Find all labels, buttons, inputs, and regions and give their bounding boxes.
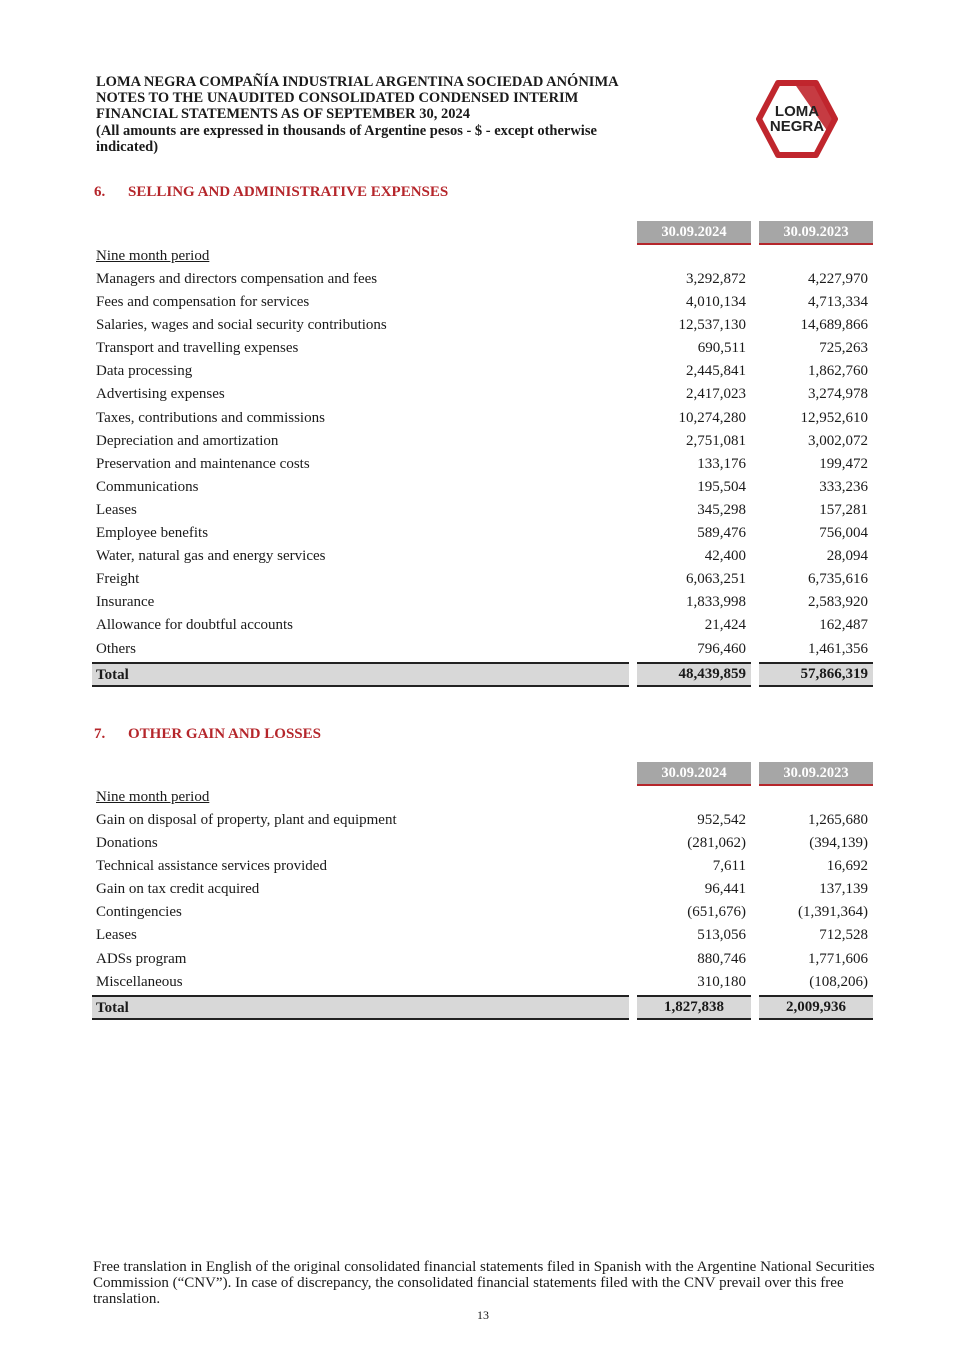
row-label: Others — [96, 640, 136, 657]
page-number: 13 — [477, 1308, 489, 1322]
value-2023: (1,391,364) — [798, 904, 868, 921]
table-row — [92, 407, 873, 430]
value-2024: 4,010,134 — [686, 294, 746, 311]
value-2023: 1,265,680 — [808, 812, 868, 828]
section-6-number: 6. — [94, 184, 106, 200]
row-label: Donations — [96, 835, 158, 852]
table-body — [92, 268, 873, 661]
value-2023: 2,583,920 — [808, 594, 868, 611]
total-2023: 2,009,936 — [786, 998, 846, 1015]
column-header-2023: 30.09.2023 — [759, 762, 873, 786]
column-header-2024: 30.09.2024 — [637, 221, 751, 245]
table-row — [92, 809, 873, 832]
value-2023: 1,461,356 — [808, 640, 868, 657]
logo-text-line1: LOMA — [774, 103, 820, 120]
value-2024: 133,176 — [697, 455, 746, 472]
row-label: Salaries, wages and social security contributions — [96, 317, 387, 334]
value-2023: 4,713,334 — [808, 294, 868, 311]
total-2024: 1,827,838 — [664, 998, 724, 1015]
row-label: Communications — [96, 478, 199, 495]
table-row — [92, 545, 873, 568]
value-2024: 10,274,280 — [678, 409, 746, 426]
value-2023: 3,002,072 — [808, 432, 868, 449]
section-7-heading: OTHER GAIN AND LOSSES — [128, 726, 321, 742]
selling-admin-expenses-table — [92, 221, 873, 685]
value-2023: 157,281 — [819, 501, 868, 518]
value-2024: 195,504 — [697, 478, 746, 495]
value-2024: 7,611 — [712, 858, 746, 875]
table-row — [92, 638, 873, 661]
value-2023: 16,692 — [826, 858, 868, 875]
value-2023: 199,472 — [819, 455, 868, 472]
row-label: Data processing — [96, 363, 193, 380]
value-2023: 12,952,610 — [800, 409, 868, 426]
value-2024: 690,511 — [697, 340, 746, 357]
header-amounts-note: (All amounts are expressed in thousands of Argentine pesos - $ - except otherwise — [96, 122, 597, 139]
value-2024: 12,537,130 — [678, 317, 746, 334]
row-label: Gain on disposal of property, plant and equipment — [96, 812, 397, 828]
value-2023: 725,263 — [819, 340, 868, 357]
table-row — [92, 832, 873, 855]
row-label: Employee benefits — [96, 525, 209, 542]
table-row — [92, 291, 873, 314]
column-header-2024: 30.09.2024 — [637, 762, 751, 786]
row-label: Technical assistance services provided — [96, 858, 327, 875]
period-subheading: Nine month period — [96, 248, 210, 264]
table-row — [92, 383, 873, 406]
row-label: ADSs program — [96, 950, 187, 967]
table-row — [92, 499, 873, 522]
row-label: Taxes, contributions and commissions — [96, 409, 325, 426]
table-row — [92, 337, 873, 360]
value-2023: 28,094 — [826, 548, 868, 565]
row-label: Leases — [96, 501, 137, 518]
value-2023: (108,206) — [809, 973, 868, 990]
value-2023: 6,735,616 — [808, 571, 868, 588]
table-row — [92, 591, 873, 614]
value-2024: 345,298 — [697, 501, 746, 518]
value-2024: 1,833,998 — [686, 594, 746, 611]
total-2023: 57,866,319 — [800, 665, 868, 682]
value-2023: 14,689,866 — [800, 317, 868, 334]
table-row — [92, 430, 873, 453]
value-2024: 952,542 — [697, 812, 746, 828]
row-label: Water, natural gas and energy services — [96, 548, 326, 565]
header-notes-line: NOTES TO THE UNAUDITED CONSOLIDATED CONDENSED INTERIM — [96, 90, 579, 107]
table-row — [92, 878, 873, 901]
table-row — [92, 855, 873, 878]
row-label: Miscellaneous — [96, 973, 183, 990]
table-row — [92, 268, 873, 291]
column-header-2023: 30.09.2023 — [759, 221, 873, 245]
section-6-heading: SELLING AND ADMINISTRATIVE EXPENSES — [128, 184, 449, 200]
value-2023: 3,274,978 — [808, 386, 868, 403]
total-row — [92, 662, 873, 685]
value-2024: 589,476 — [697, 525, 746, 542]
row-label: Allowance for doubtful accounts — [96, 617, 294, 634]
value-2024: (651,676) — [687, 904, 746, 921]
total-label: Total — [96, 999, 129, 1016]
row-label: Depreciation and amortization — [96, 432, 279, 449]
table-row — [92, 924, 873, 947]
row-label: Contingencies — [96, 904, 182, 921]
value-2023: 333,236 — [819, 478, 868, 495]
table-row — [92, 614, 873, 637]
table-row — [92, 901, 873, 924]
section-6-title — [94, 184, 448, 201]
logo-text-line2: NEGRA — [769, 118, 825, 135]
row-label: Transport and travelling expenses — [96, 340, 299, 357]
value-2024: 310,180 — [697, 973, 746, 990]
row-label: Managers and directors compensation and fees — [96, 271, 378, 287]
column-headers — [92, 221, 873, 245]
table-row — [92, 522, 873, 545]
value-2023: 756,004 — [819, 525, 868, 542]
total-label: Total — [96, 666, 129, 683]
value-2024: 96,441 — [704, 881, 746, 898]
header-amounts-note-cont: indicated) — [96, 138, 159, 155]
value-2024: 2,445,841 — [686, 363, 746, 380]
period-subheading: Nine month period — [96, 789, 210, 805]
total-2024: 48,439,859 — [678, 665, 746, 682]
section-7-title — [94, 726, 321, 743]
header-statements-line: FINANCIAL STATEMENTS AS OF SEPTEMBER 30, 2024 — [96, 106, 470, 123]
value-2023: 137,139 — [819, 881, 868, 898]
table-row — [92, 568, 873, 591]
table-body — [92, 809, 873, 994]
value-2024: 2,417,023 — [686, 386, 746, 403]
row-label: Leases — [96, 927, 137, 944]
value-2023: (394,139) — [809, 835, 868, 852]
table-row — [92, 476, 873, 499]
table-row — [92, 971, 873, 994]
other-gain-losses-table — [92, 762, 873, 1018]
value-2024: 21,424 — [704, 617, 746, 634]
value-2024: (281,062) — [687, 835, 746, 852]
value-2024: 42,400 — [704, 548, 746, 565]
row-label: Fees and compensation for services — [96, 294, 310, 311]
value-2024: 880,746 — [697, 950, 746, 967]
value-2023: 162,487 — [819, 617, 868, 634]
company-name: LOMA NEGRA COMPAÑÍA INDUSTRIAL ARGENTINA SOCIEDAD ANÓNIMA — [96, 74, 619, 90]
value-2024: 6,063,251 — [686, 571, 746, 588]
row-label: Advertising expenses — [96, 386, 225, 403]
row-label: Gain on tax credit acquired — [96, 881, 260, 898]
value-2024: 796,460 — [697, 640, 746, 657]
value-2023: 712,528 — [819, 927, 868, 944]
value-2024: 2,751,081 — [686, 432, 746, 449]
table-row — [92, 314, 873, 337]
row-label: Preservation and maintenance costs — [96, 455, 310, 472]
section-7-number: 7. — [94, 726, 106, 742]
document-header — [96, 74, 716, 155]
table-row — [92, 360, 873, 383]
row-label: Insurance — [96, 594, 155, 611]
value-2023: 1,771,606 — [808, 950, 868, 967]
table-row — [92, 948, 873, 971]
value-2023: 1,862,760 — [808, 363, 868, 380]
total-row — [92, 995, 873, 1018]
table-row — [92, 453, 873, 476]
translation-disclaimer: Free translation in English of the original consolidated financial statements filed in Spanish with the Argentine National Securities Commission (“CNV”). In case of discrepancy, the consolidated financial statements filed with the CNV prevail over this free translation. — [93, 1259, 875, 1307]
row-label: Freight — [96, 571, 140, 588]
value-2023: 4,227,970 — [808, 271, 868, 287]
loma-negra-logo — [756, 80, 838, 158]
column-headers — [92, 762, 873, 786]
value-2024: 513,056 — [697, 927, 746, 944]
value-2024: 3,292,872 — [686, 271, 746, 287]
